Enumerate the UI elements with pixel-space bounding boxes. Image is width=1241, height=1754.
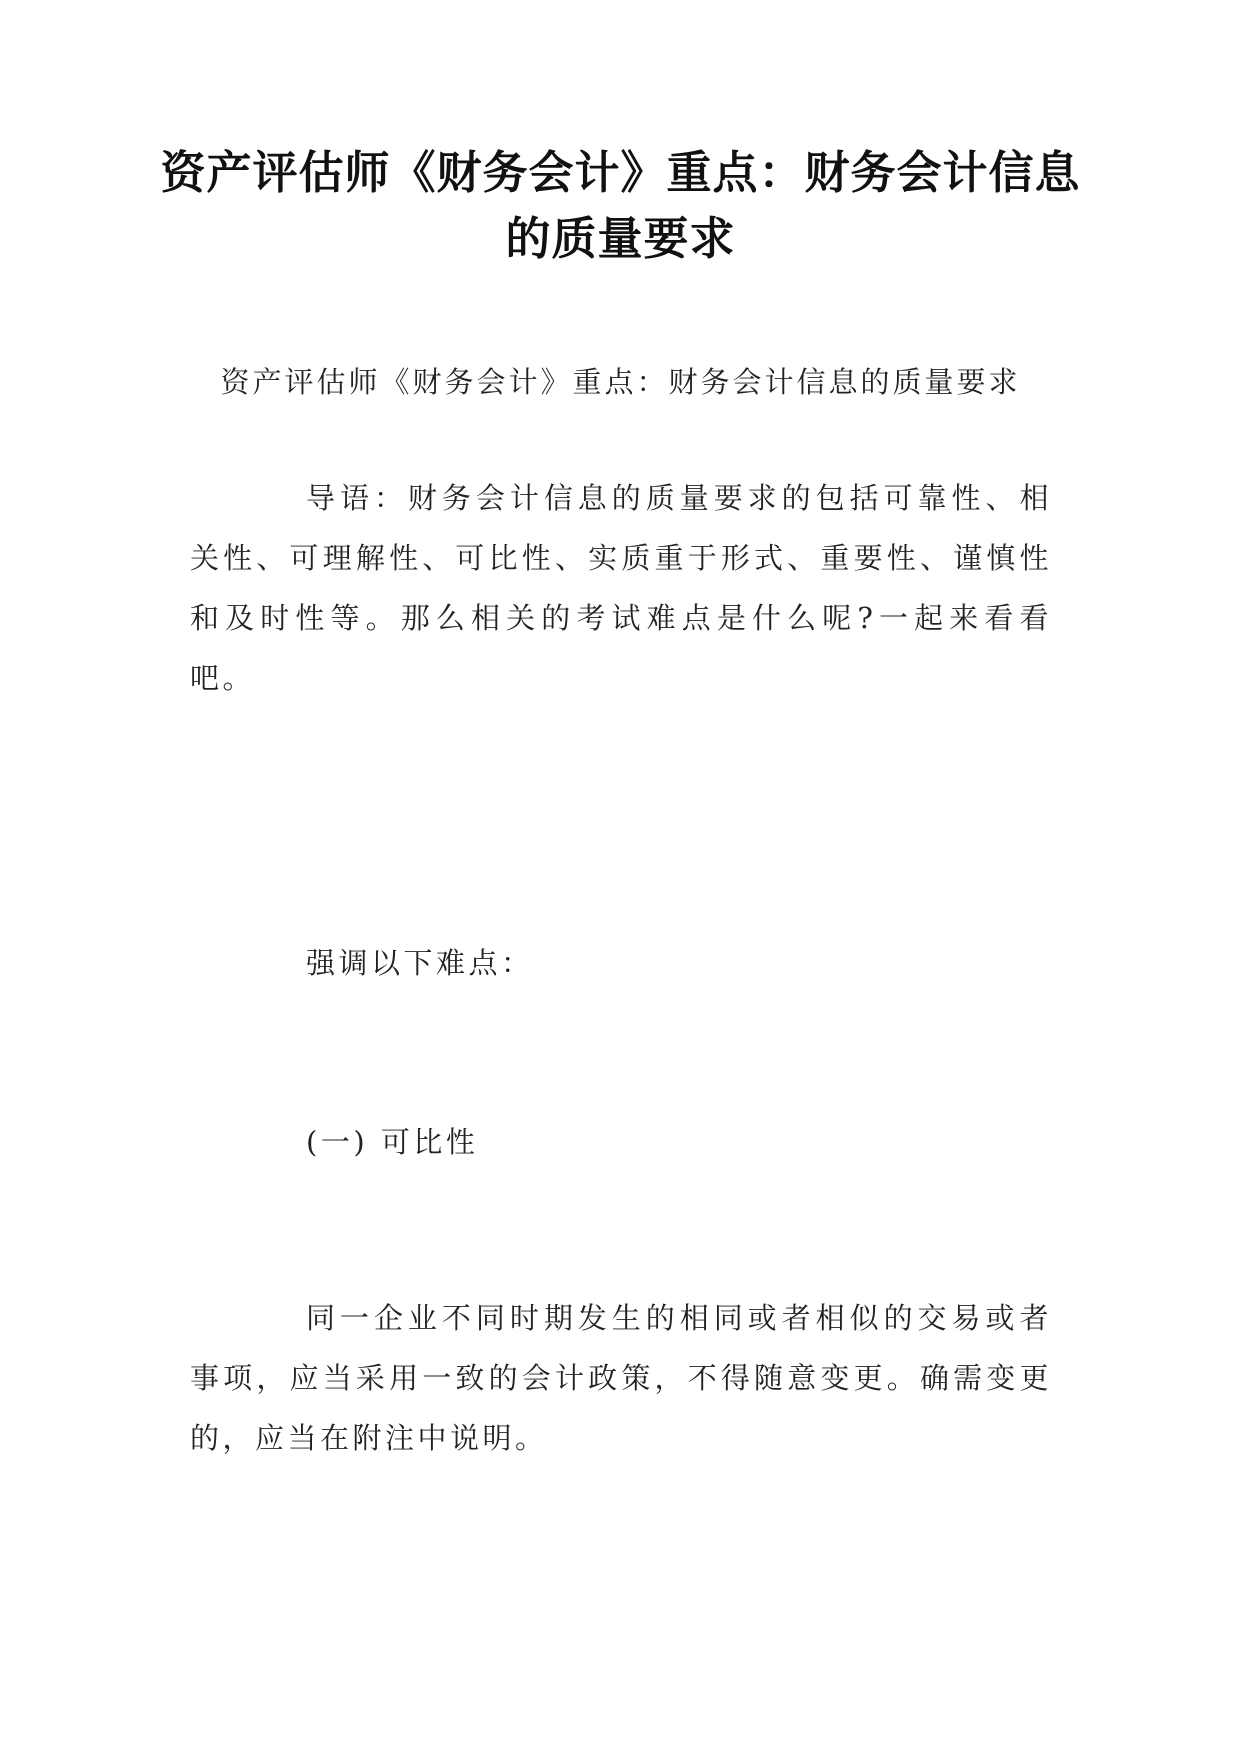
intro-paragraph: 导语：财务会计信息的质量要求的包括可靠性、相关性、可理解性、可比性、实质重于形式、重要性、谨慎性和及时性等。那么相关的考试难点是什么呢?一起来看看吧。 bbox=[190, 481, 1052, 695]
section-heading-comparability: (一) 可比性 bbox=[306, 1125, 479, 1159]
emphasis-paragraph: 强调以下难点： bbox=[306, 946, 534, 980]
document-subtitle: 资产评估师《财务会计》重点：财务会计信息的质量要求 bbox=[220, 365, 1021, 399]
document-title: 资产评估师《财务会计》重点：财务会计信息的质量要求 bbox=[160, 146, 1081, 265]
section-body-comparability: 同一企业不同时期发生的相同或者相似的交易或者事项，应当采用一致的会计政策，不得随意变更。确需变更的，应当在附注中说明。 bbox=[190, 1301, 1052, 1455]
